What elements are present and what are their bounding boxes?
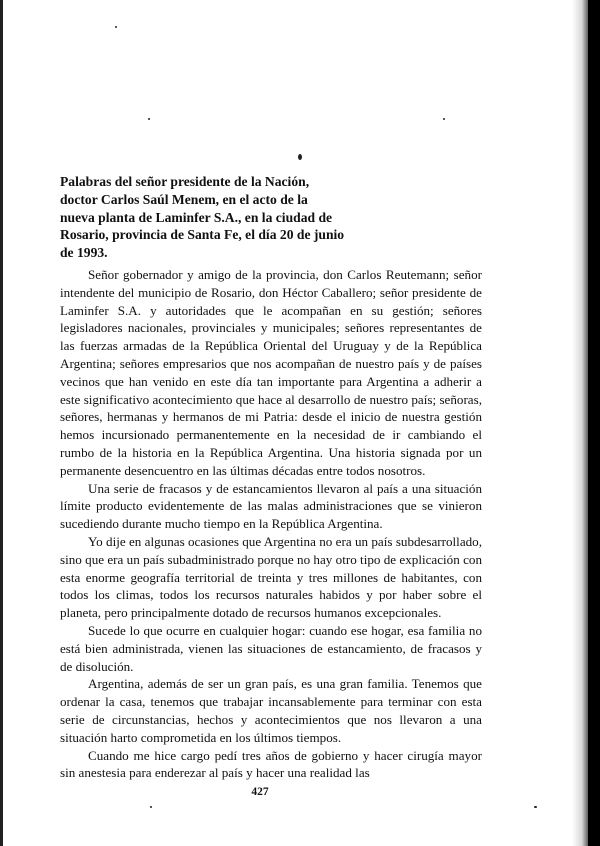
paragraph: Argentina, además de ser un gran país, es una gran familia. Tenemos que ordenar la casa, tenemos que trabajar incansablemente para terminar con esta serie de circunstancias, hechos y acontecimientos que nos llevaron a una situación harto comprometida en los últimos tiempos. xyxy=(60,676,482,745)
page-number: 427 xyxy=(251,786,269,798)
scan-speck xyxy=(150,806,152,808)
paragraph: Señor gobernador y amigo de la provincia, don Carlos Reutemann; señor intendente del municipio de Rosario, don Héctor Caballero; señor presidente de Laminfer S.A. y autoridades que le acompañan en su gestión; señores legisladores nacionales, provinciales y municipales; señores representantes de las fuerzas armadas de la República Oriental del Uruguay y de la República Argentina; señores empresarios que nos acompañan de nuestro país y de países vecinos que han venido en este día tan importante para Argentina a adherir a este significativo acontecimiento que hace al desarrollo de nuestro país; señoras, señores, hermanas y hermanos de mi Patria: desde el inicio de nuestra gestión hemos incursionado permanentemente en la necesidad de ir cambiando el rumbo de la historia en la República Argentina. Una historia signada por un permanente desencuentro en las últimas décadas entre todos nosotros. xyxy=(60,267,482,478)
paragraph: Yo dije en algunas ocasiones que Argentina no era un país subdesarrollado, sino que era un país subadministrado porque no hay otro tipo de explicación con esta enorme geografía territorial de treinta y tres millones de habitantes, con todos los climas, todos los recursos naturales habidos y por haber sobre el planeta, pero principalmente dotado de recursos humanos excepcionales. xyxy=(60,533,482,621)
scan-speck xyxy=(443,118,445,120)
scan-speck xyxy=(148,118,150,120)
paragraph: Una serie de fracasos y de estancamientos llevaron al país a una situación límite producto evidentemente de las malas administraciones que se vinieron sucediendo durante mucho tiempo en la República Argentina. xyxy=(60,480,482,532)
paragraph: Cuando me hice cargo pedí tres años de gobierno y hacer cirugía mayor sin anestesia para enderezar al país y hacer una realidad las xyxy=(60,747,482,781)
binding-edge xyxy=(588,0,600,846)
scan-speck xyxy=(115,26,117,28)
scan-speck xyxy=(298,154,302,160)
speech-heading: Palabras del señor presidente de la Nación, doctor Carlos Saúl Menem, en el acto de la nueva planta de Laminfer S.A., en la ciudad de Rosario, provincia de Santa Fe, el día 20 de junio de 1993. xyxy=(60,174,345,261)
scan-speck xyxy=(534,806,537,808)
speech-body xyxy=(60,266,482,782)
paragraph: Sucede lo que ocurre en cualquier hogar: cuando ese hogar, esa familia no está bien administrada, vienen las situaciones de estancamiento, de fracasos y de disolución. xyxy=(60,622,482,674)
scan-left-edge xyxy=(0,0,3,846)
